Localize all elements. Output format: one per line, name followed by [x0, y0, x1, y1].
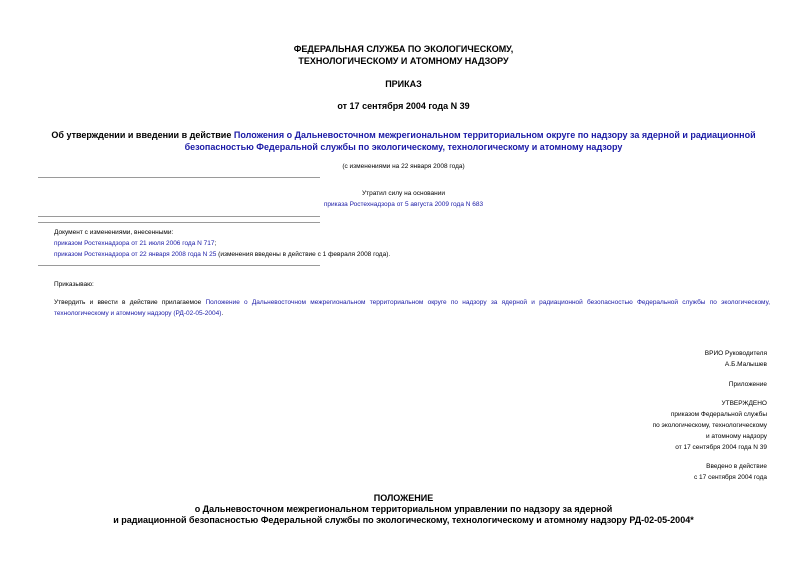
doc-title-link-part2[interactable]: безопасностью Федеральной службы по экологическому, технологическому и атомному надзору: [184, 142, 623, 152]
approved-line-4: от 17 сентября 2004 года N 39: [675, 444, 767, 451]
agency-name-line1: ФЕДЕРАЛЬНАЯ СЛУЖБА ПО ЭКОЛОГИЧЕСКОМУ,: [293, 44, 514, 54]
regulation-heading: ПОЛОЖЕНИЕ: [373, 493, 434, 503]
lost-force-link[interactable]: приказа Ростехнадзора от 5 августа 2009 года N 683: [323, 201, 484, 208]
order-word: Приказываю:: [54, 281, 94, 288]
divider: [38, 216, 320, 217]
approved-line-2: по экологическому, технологическому: [652, 422, 767, 429]
amendments-intro: Документ с изменениями, внесенными:: [54, 229, 174, 236]
amendment-link-1[interactable]: приказом Ростехнадзора от 21 июля 2006 года N 717: [54, 240, 215, 247]
divider: [38, 177, 320, 178]
regulation-title-line1: о Дальневосточном межрегиональном территориальном управлении по надзору за ядерной: [194, 504, 613, 514]
amendment-line-2: [54, 249, 390, 260]
lost-force-text: Утратил силу на основании: [361, 190, 446, 197]
amendment-suffix-2: (изменения введены в действие с 1 февраля 2008 года).: [216, 251, 391, 258]
order-paragraph-prefix: Утвердить и ввести в действие прилагаемое: [54, 299, 206, 306]
agency-name-line2: ТЕХНОЛОГИЧЕСКОМУ И АТОМНОМУ НАДЗОРУ: [298, 56, 509, 66]
effective-line-2: с 17 сентября 2004 года: [693, 474, 767, 481]
doc-title-prefix: Об утверждении и введении в действие: [51, 130, 234, 140]
regulation-title-line2: и радиационной безопасностью Федеральной службы по экологическому, технологическому и атомному надзору РД-02-05-2004*: [113, 515, 694, 525]
signature-position: ВРИО Руководителя: [704, 350, 767, 357]
divider: [38, 222, 320, 223]
approved-label: УТВЕРЖДЕНО: [721, 400, 767, 407]
doc-title-link-part1[interactable]: Положения о Дальневосточном межрегиональном территориальном округе по надзору за ядерной и радиационной: [233, 130, 756, 140]
amendment-suffix-1: ;: [214, 240, 217, 247]
appendix-label: Приложение: [728, 381, 767, 388]
approved-line-3: и атомному надзору: [705, 433, 767, 440]
doc-title-line2: [0, 142, 807, 153]
divider: [38, 265, 320, 266]
doc-type: ПРИКАЗ: [385, 79, 422, 89]
amendment-line-1: [54, 238, 216, 249]
lost-force-link-line: [0, 199, 807, 210]
doc-date: от 17 сентября 2004 года N 39: [337, 101, 470, 111]
approved-line-1: приказом Федеральной службы: [670, 411, 767, 418]
doc-title-line1: [0, 130, 807, 141]
amendment-link-2[interactable]: приказом Ростехнадзора от 22 января 2008 года N 25: [54, 251, 217, 258]
order-paragraph: [54, 297, 770, 319]
regulation-link[interactable]: Положение о Дальневосточном межрегиональном территориальном округе по надзору за ядерной и радиационной безопасностью Федеральной службы по экологическому, технологическому и атомному надзору (РД-02-05-2004): [54, 299, 771, 317]
order-paragraph-suffix: .: [221, 310, 224, 317]
changes-note: (с изменениями на 22 января 2008 года): [342, 163, 465, 170]
signature-name: А.Б.Малышев: [724, 361, 767, 368]
effective-line-1: Введено в действие: [706, 463, 767, 470]
